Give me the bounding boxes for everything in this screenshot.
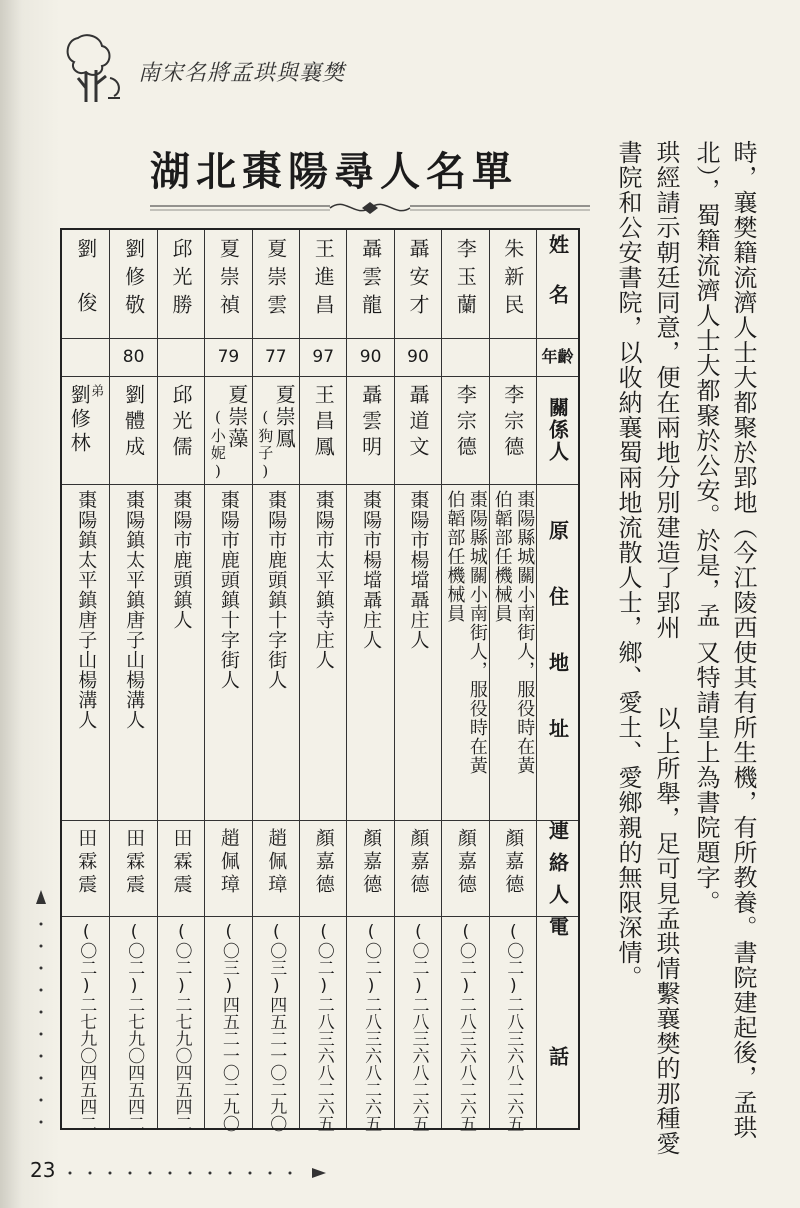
age-cell bbox=[490, 338, 536, 376]
header-label-address: 原住地址 bbox=[545, 520, 570, 784]
table-row bbox=[299, 230, 346, 1132]
phone-number: (〇三)四五二一〇二九〇 bbox=[218, 922, 239, 1132]
relation-wrap bbox=[210, 384, 247, 482]
relation-name: 聶雲明 bbox=[358, 384, 383, 462]
relation-name: 聶道文 bbox=[405, 384, 430, 462]
address-cell bbox=[347, 490, 393, 820]
prose-line: 鄉、愛土、愛鄉親的無限深情。 bbox=[614, 640, 642, 990]
relation-name: 邱光儒 bbox=[168, 384, 193, 462]
prose-line: 又特請皇上為書院題字。 bbox=[692, 640, 720, 915]
relation-name: 劉體成 bbox=[121, 384, 146, 462]
address-cell bbox=[62, 490, 109, 820]
relation-prefix: 弟 bbox=[88, 384, 104, 399]
contact-name: 趙佩璋 bbox=[217, 828, 240, 897]
contact-cell bbox=[347, 828, 393, 916]
book-title: 南宋名將孟珙與襄樊 bbox=[138, 61, 346, 86]
contact-name: 田霖震 bbox=[170, 828, 193, 897]
relation-cell bbox=[158, 384, 204, 484]
table-header-column bbox=[536, 230, 578, 1176]
address-cell bbox=[300, 490, 346, 820]
address: 棗陽鎮太平鎮唐子山楊溝人 bbox=[75, 490, 98, 730]
contact-name: 田霖震 bbox=[75, 828, 98, 897]
header-label-contact: 連絡人 bbox=[545, 820, 570, 916]
address: 棗陽縣城關小南街人，服役時在黃伯韜部任機械員 bbox=[444, 490, 488, 775]
header-label-name: 姓名 bbox=[545, 234, 570, 334]
page-number: 23 bbox=[30, 1158, 56, 1182]
table-row bbox=[62, 230, 109, 1132]
table-row bbox=[109, 230, 156, 1132]
contact-cell bbox=[62, 828, 109, 916]
address-cell bbox=[253, 490, 299, 820]
person-name: 李玉蘭 bbox=[453, 238, 478, 322]
name-cell bbox=[158, 238, 204, 338]
person-name: 聶安才 bbox=[405, 238, 430, 322]
person-name: 夏崇雲 bbox=[263, 238, 288, 322]
contact-cell bbox=[253, 828, 299, 916]
contact-cell bbox=[490, 828, 536, 916]
dotted-border-left bbox=[36, 890, 46, 1150]
address: 棗陽市鹿頭鎮十字街人 bbox=[217, 490, 240, 690]
relation-wrap bbox=[256, 384, 297, 482]
contact-name: 顏嘉德 bbox=[360, 828, 383, 897]
table-row bbox=[441, 230, 488, 1132]
contact-name: 田霖震 bbox=[123, 828, 146, 897]
document-title: 湖北棗陽尋人名單 bbox=[150, 148, 518, 195]
header-cell-relation bbox=[537, 376, 578, 484]
person-name: 聶雲龍 bbox=[358, 238, 383, 322]
relation-cell bbox=[490, 384, 536, 484]
table-row bbox=[204, 230, 251, 1132]
age-cell bbox=[253, 338, 299, 376]
contact-cell bbox=[300, 828, 346, 916]
contact-name: 趙佩璋 bbox=[265, 828, 288, 897]
table-row bbox=[252, 230, 299, 1132]
relation-name: 王昌鳳 bbox=[311, 384, 336, 462]
phone-cell bbox=[300, 922, 346, 1132]
title-ornament bbox=[150, 194, 590, 218]
relation-cell bbox=[110, 384, 156, 484]
address-cell bbox=[442, 490, 488, 820]
person-name: 朱新民 bbox=[500, 238, 525, 322]
phone-number: (〇二)二七九〇四五四二 bbox=[124, 922, 145, 1132]
address-cell bbox=[205, 490, 251, 820]
name-cell bbox=[62, 238, 109, 346]
contact-cell bbox=[205, 828, 251, 916]
contact-name: 顏嘉德 bbox=[502, 828, 525, 897]
relation-name: 李宗德 bbox=[500, 384, 525, 462]
name-cell bbox=[300, 238, 346, 338]
phone-cell bbox=[490, 922, 536, 1132]
age-cell bbox=[205, 338, 251, 376]
table-row bbox=[346, 230, 393, 1132]
relation-cell bbox=[395, 384, 441, 484]
person-age: 90 bbox=[359, 347, 382, 367]
address: 棗陽市楊壋聶庄人 bbox=[360, 490, 383, 650]
person-name: 王進昌 bbox=[311, 238, 336, 322]
age-cell bbox=[442, 338, 488, 376]
name-cell bbox=[205, 238, 251, 338]
table-row bbox=[157, 230, 204, 1132]
dotted-border-bottom bbox=[60, 1168, 330, 1178]
relation-name: 劉修林 bbox=[67, 384, 92, 456]
person-name: 劉俊 bbox=[73, 238, 98, 346]
relation-name: 夏崇鳳 bbox=[272, 384, 297, 450]
table-row bbox=[394, 230, 441, 1132]
relation-name: 夏崇藻 bbox=[224, 384, 249, 450]
name-cell bbox=[253, 238, 299, 338]
name-cell bbox=[442, 238, 488, 338]
relation-name: 李宗德 bbox=[453, 384, 478, 462]
prose-line: 珙經請示朝廷同意，便在兩地分別建造了郢州 bbox=[652, 140, 680, 640]
relation-cell bbox=[253, 384, 299, 484]
header-cell-contact bbox=[537, 820, 578, 916]
phone-cell bbox=[253, 922, 299, 1132]
phone-number: (〇二)二八三六八二六五 bbox=[313, 922, 334, 1132]
age-cell bbox=[110, 338, 156, 376]
phone-number: (〇二)二八三六八二六五 bbox=[408, 922, 429, 1132]
phone-cell bbox=[110, 922, 156, 1132]
header-cell-name bbox=[537, 230, 578, 338]
name-cell bbox=[490, 238, 536, 338]
phone-cell bbox=[158, 922, 204, 1132]
prose-line: 以上所舉，足可見孟珙情繫襄樊的那種愛 bbox=[652, 706, 680, 1156]
header-label-relation: 關係人 bbox=[545, 397, 570, 463]
prose-line: 書院和公安書院，以收納襄蜀兩地流散人士， bbox=[614, 140, 642, 640]
relation-cell bbox=[347, 384, 393, 484]
age-cell bbox=[300, 338, 346, 376]
relation-note: (小妮) bbox=[208, 408, 227, 482]
name-cell bbox=[110, 238, 156, 338]
contact-name: 顏嘉德 bbox=[407, 828, 430, 897]
header-label-age: 年齡 bbox=[541, 347, 574, 366]
phone-cell bbox=[62, 922, 109, 1132]
address: 棗陽鎮太平鎮唐子山楊溝人 bbox=[123, 490, 146, 730]
contact-cell bbox=[442, 828, 488, 916]
address-cell bbox=[490, 490, 536, 820]
relation-cell bbox=[62, 384, 109, 484]
table-row bbox=[489, 230, 536, 1132]
relation-note: (狗子) bbox=[256, 408, 275, 482]
phone-cell bbox=[395, 922, 441, 1132]
age-cell bbox=[395, 338, 441, 376]
age-cell bbox=[62, 338, 109, 376]
person-age: 97 bbox=[312, 347, 335, 367]
relation-cell bbox=[205, 384, 251, 484]
name-cell bbox=[347, 238, 393, 338]
phone-cell bbox=[205, 922, 251, 1132]
address: 棗陽市楊壋聶庄人 bbox=[407, 490, 430, 650]
address-cell bbox=[395, 490, 441, 820]
person-age: 90 bbox=[407, 347, 429, 367]
address-cell bbox=[110, 490, 156, 820]
phone-number: (〇二)二七九〇四五四二 bbox=[76, 922, 97, 1132]
header-cell-address bbox=[537, 484, 578, 820]
relation-cell bbox=[300, 384, 346, 484]
contact-cell bbox=[110, 828, 156, 916]
name-cell bbox=[395, 238, 441, 338]
contact-cell bbox=[158, 828, 204, 916]
address: 棗陽市鹿頭鎮十字街人 bbox=[265, 490, 288, 690]
address: 棗陽縣城關小南街人，服役時在黃伯韜部任機械員 bbox=[491, 490, 536, 775]
person-age: 77 bbox=[264, 347, 287, 367]
phone-number: (〇三)四五二一〇二九〇 bbox=[266, 922, 287, 1132]
relation-cell bbox=[442, 384, 488, 484]
contact-name: 顏嘉德 bbox=[312, 828, 335, 897]
person-name: 劉修敬 bbox=[121, 238, 146, 322]
person-age: 79 bbox=[217, 347, 240, 367]
phone-number: (〇二)二七九〇四五四二 bbox=[171, 922, 192, 1132]
prose-line: 時，襄樊籍流濟人士大都聚於郢地（今江陵西 bbox=[729, 140, 757, 640]
header-cell-phone bbox=[537, 916, 578, 1176]
phone-cell bbox=[347, 922, 393, 1132]
header-cell-age bbox=[537, 338, 578, 376]
prose-line: 北），蜀籍流濟人士大都聚於公安。於是，孟 bbox=[692, 140, 720, 628]
phone-number: (〇二)二八三六八二六五 bbox=[361, 922, 382, 1132]
person-name: 夏崇禎 bbox=[216, 238, 241, 322]
prose-line: 使其有所生機，有所教養。書院建起後，孟珙 bbox=[729, 640, 757, 1140]
age-cell bbox=[347, 338, 393, 376]
age-cell bbox=[158, 338, 204, 376]
tree-logo-icon bbox=[56, 28, 126, 108]
person-name: 邱光勝 bbox=[168, 238, 193, 322]
search-list-table bbox=[60, 228, 580, 1176]
phone-cell bbox=[442, 922, 488, 1132]
header-label-phone: 電話 bbox=[545, 916, 570, 1176]
contact-cell bbox=[395, 828, 441, 916]
address: 棗陽市鹿頭鎮人 bbox=[170, 490, 193, 630]
phone-number: (〇二)二八三六八二六五 bbox=[503, 922, 524, 1132]
contact-name: 顏嘉德 bbox=[454, 828, 477, 897]
person-age: 80 bbox=[122, 347, 145, 367]
address: 棗陽市太平鎮寺庄人 bbox=[312, 490, 335, 670]
address-cell bbox=[158, 490, 204, 820]
phone-number: (〇二)二八三六八二六五 bbox=[455, 922, 476, 1132]
